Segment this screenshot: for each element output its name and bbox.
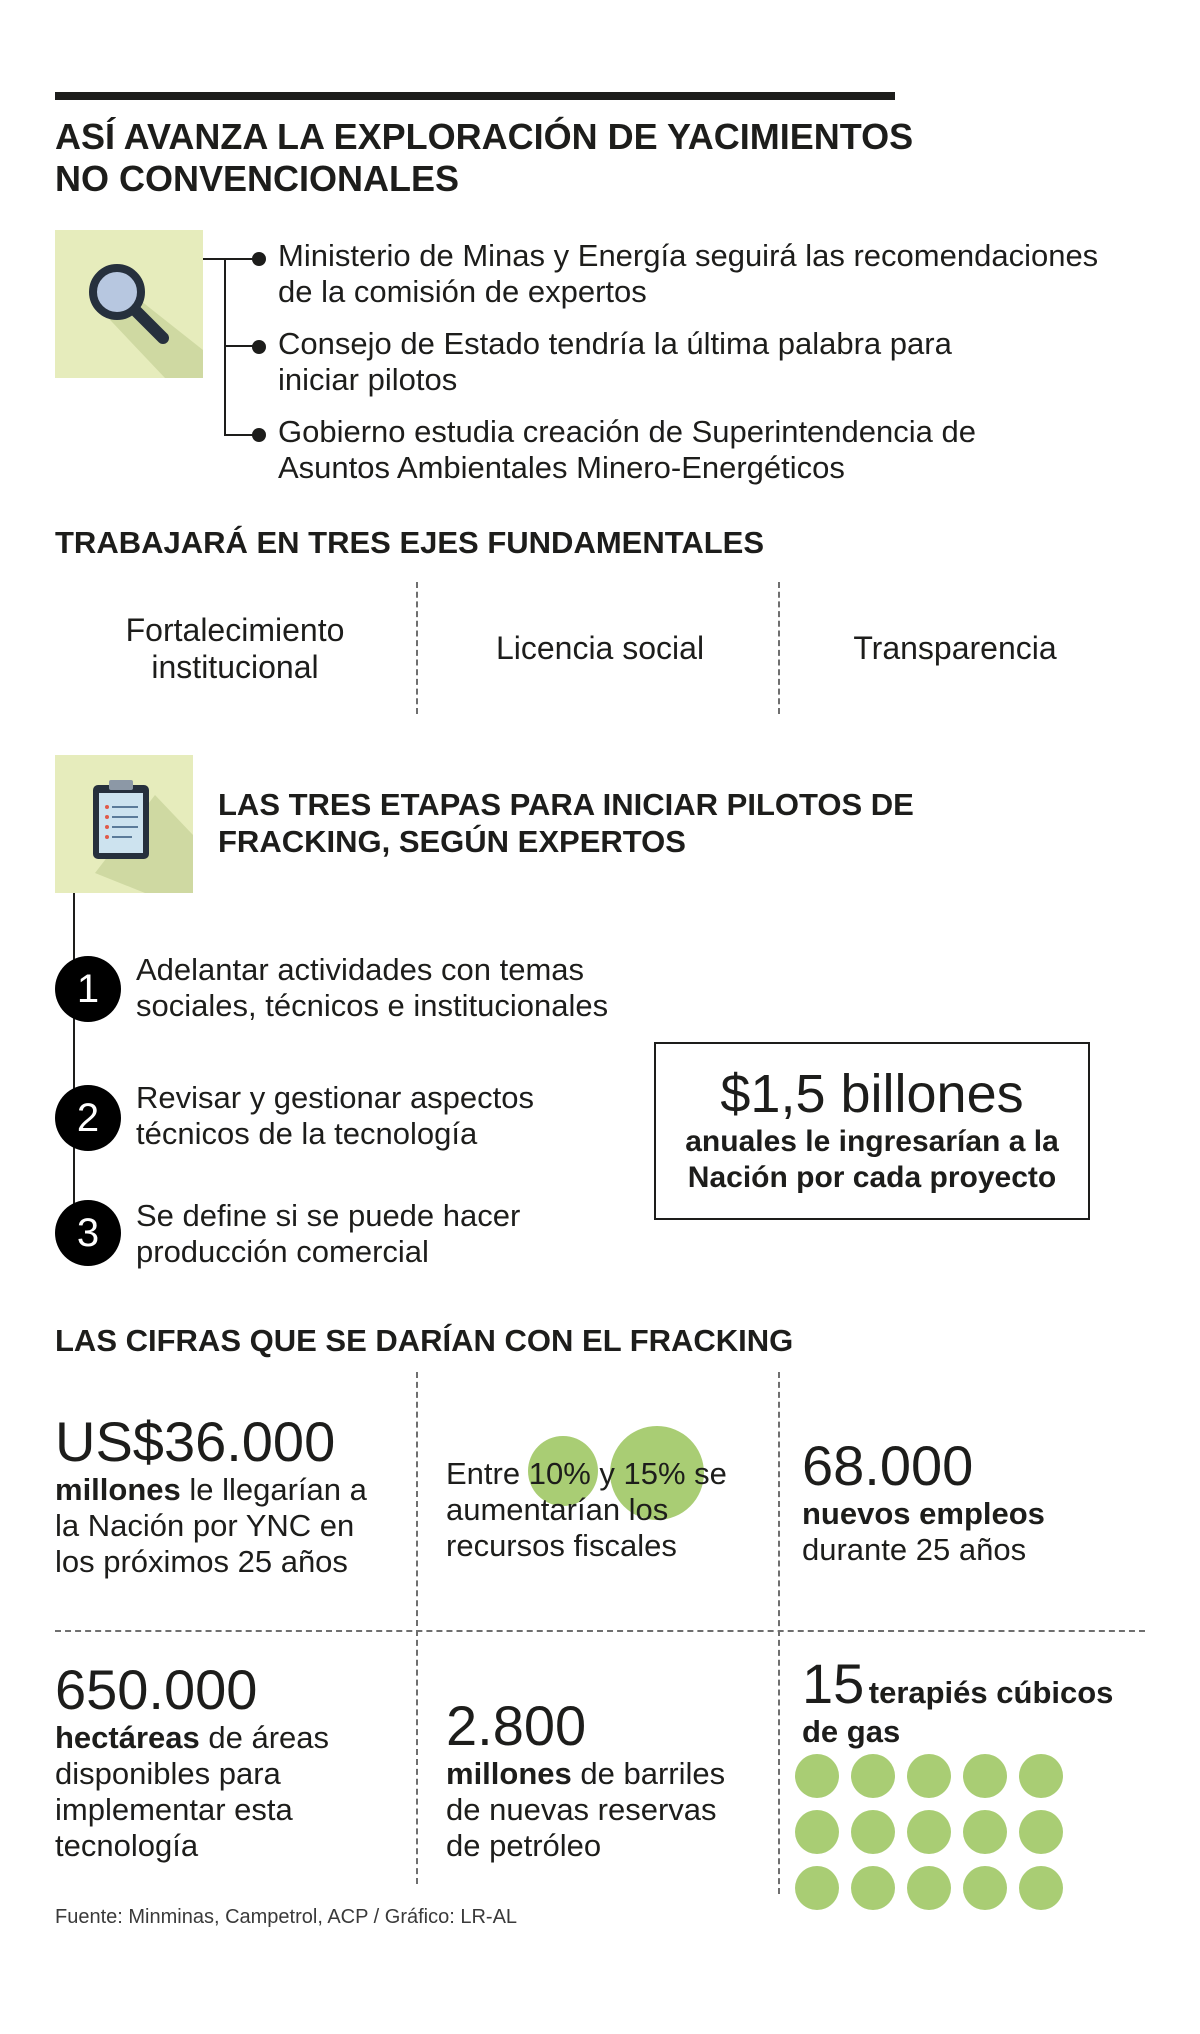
bullet-dot [252, 252, 266, 266]
gas-dot [851, 1866, 895, 1910]
axis-fortalecimiento: Fortalecimiento institucional [125, 612, 345, 685]
figures-divider [416, 1372, 418, 1884]
list-item: Consejo de Estado tendría la última palabra para iniciar pilotos [278, 326, 952, 397]
bracket-vertical [224, 258, 226, 436]
magnifier-icon-box [55, 230, 203, 378]
callout-line1: anuales le ingresarían a la [685, 1125, 1059, 1158]
step-text-2: Revisar y gestionar aspectos técnicos de la tecnología [136, 1080, 535, 1151]
figures-title: LAS CIFRAS QUE SE DARÍAN CON EL FRACKING [55, 1323, 794, 1358]
top-rule [55, 92, 895, 100]
bracket-h1 [203, 258, 255, 260]
stat-usd: US$36.000 millones le llegarían a la Nación por YNC en los próximos 25 años [55, 1412, 410, 1580]
gas-dot [963, 1810, 1007, 1854]
step-number-1: 1 [55, 956, 121, 1022]
page-title-line1: ASÍ AVANZA LA EXPLORACIÓN DE YACIMIENTOS [55, 116, 914, 157]
gas-dot [1019, 1754, 1063, 1798]
figures-divider [778, 1372, 780, 1894]
gas-dot [851, 1810, 895, 1854]
axis-transparencia: Transparencia [853, 630, 1057, 666]
gas-dot [1019, 1810, 1063, 1854]
gas-dot [795, 1810, 839, 1854]
axis-licencia-social: Licencia social [495, 630, 705, 666]
step-number-3: 3 [55, 1200, 121, 1266]
step-number-2: 2 [55, 1085, 121, 1151]
gas-dot [907, 1754, 951, 1798]
list-item: Ministerio de Minas y Energía seguirá las recomendaciones de la comisión de expertos [278, 238, 1099, 309]
bullet-dot [252, 340, 266, 354]
callout-line2: Nación por cada proyecto [687, 1161, 1057, 1194]
source-note: Fuente: Minminas, Campetrol, ACP / Gráfico: LR-AL [55, 1906, 518, 1928]
list-item: Gobierno estudia creación de Superintendencia de Asuntos Ambientales Minero-Energéticos [278, 414, 976, 485]
clipboard-icon [55, 755, 193, 893]
axes-divider [416, 582, 418, 714]
axes-title: TRABAJARÁ EN TRES EJES FUNDAMENTALES [55, 525, 765, 560]
stages-title: LAS TRES ETAPAS PARA INICIAR PILOTOS DE FRACKING, SEGÚN EXPERTOS [218, 787, 914, 859]
figures-row-divider [55, 1630, 1145, 1632]
gas-dot [795, 1754, 839, 1798]
gas-dot [963, 1866, 1007, 1910]
stat-barrels-number: 2.800 [446, 1694, 587, 1757]
gas-dot [1019, 1866, 1063, 1910]
clipboard-icon-box [55, 755, 193, 893]
magnifier-icon [55, 230, 203, 378]
stat-usd-number: US$36.000 [55, 1410, 336, 1473]
gas-dot [963, 1754, 1007, 1798]
stat-jobs: 68.000 nuevos empleos durante 25 años [802, 1436, 1162, 1568]
stat-hectares: 650.000 hectáreas de áreas disponibles para implementar esta tecnología [55, 1660, 410, 1864]
stat-gas-number: 15 [802, 1652, 865, 1715]
bullet-dot [252, 428, 266, 442]
stat-hectares-number: 650.000 [55, 1658, 258, 1721]
stat-jobs-number: 68.000 [802, 1434, 974, 1497]
steps-timeline [73, 893, 75, 1223]
billones-callout [654, 1042, 1090, 1220]
gas-dot [907, 1810, 951, 1854]
page-title-line2: NO CONVENCIONALES [55, 158, 460, 199]
stat-gas: 15 terapiés cúbicos de gas [802, 1652, 1114, 1749]
gas-dot [851, 1754, 895, 1798]
callout-amount: $1,5 billones [720, 1064, 1024, 1124]
step-text-1: Adelantar actividades con temas sociales, técnicos e institucionales [136, 952, 609, 1023]
gas-dots-grid [795, 1754, 1085, 1914]
step-text-3: Se define si se puede hacer producción comercial [136, 1198, 521, 1269]
stat-fiscal: Entre 10% y 15% se aumentarían los recursos fiscales [446, 1456, 727, 1563]
page-title [55, 116, 955, 200]
stat-barrels: 2.800 millones de barriles de nuevas reservas de petróleo [446, 1696, 776, 1864]
gas-dot [907, 1866, 951, 1910]
gas-dot [795, 1866, 839, 1910]
